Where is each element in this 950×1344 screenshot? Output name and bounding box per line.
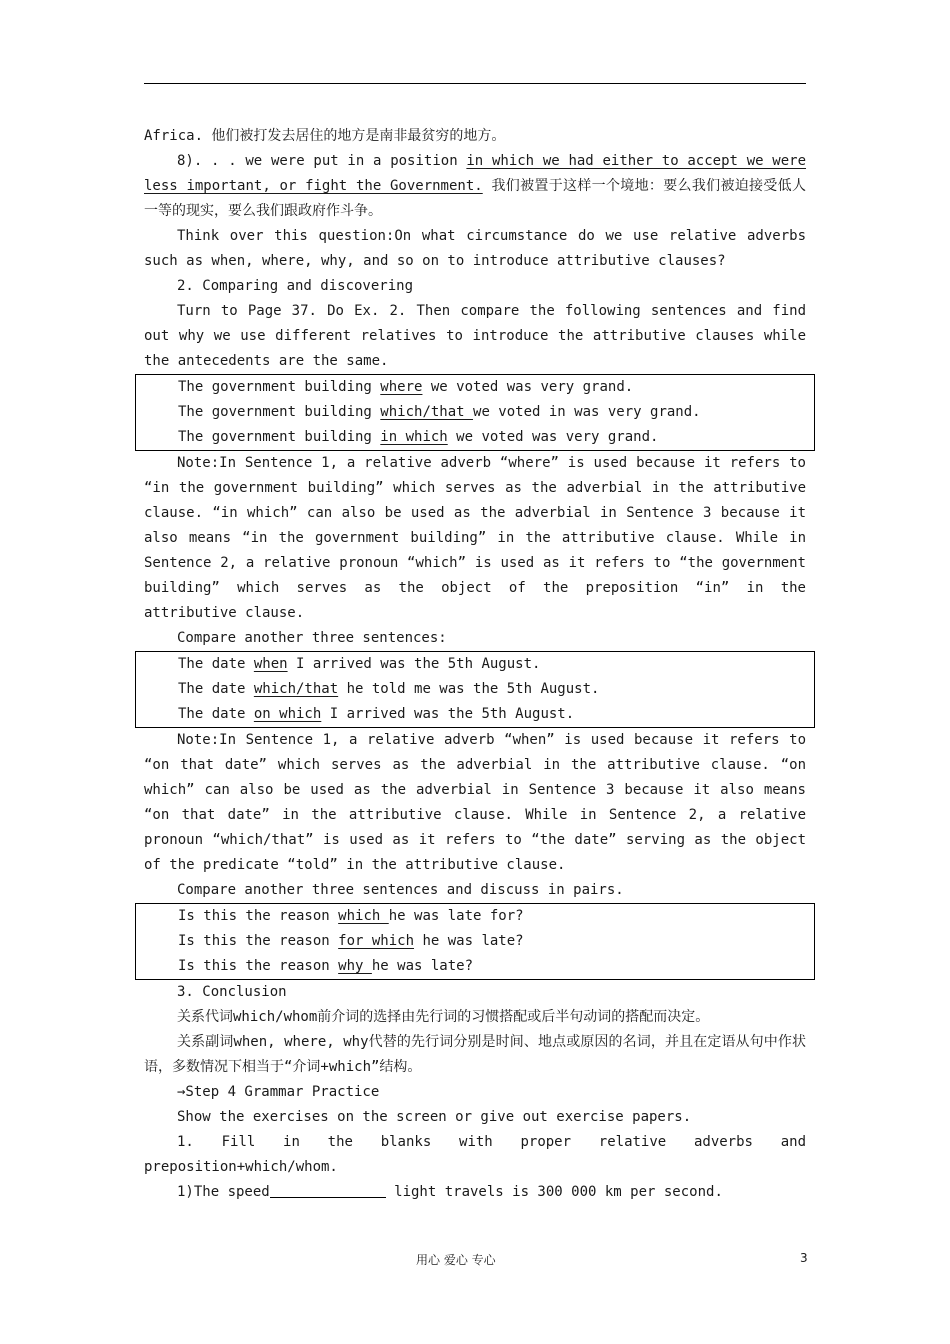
section-heading: 3. Conclusion (177, 984, 287, 1000)
paragraph: 关系副词when, where, why代替的先行词分别是时间、地点或原因的名词，并且在定语从句中作状语，多数情况下相当于“介词+which”结构。 (144, 1034, 806, 1075)
underlined-phrase: in which we had either to accept we were less important, or fight the Government. (144, 153, 807, 194)
example-sentence: The date which/that he told me was the 5th August. (178, 681, 600, 697)
example-sentence: The government building where we voted was very grand. (178, 379, 634, 395)
page-number: 3 (800, 1251, 808, 1265)
footer-text: 用心 爱心 专心 (416, 1253, 496, 1267)
example-sentence: The date on which I arrived was the 5th August. (178, 706, 575, 722)
paragraph: Turn to Page 37. Do Ex. 2. Then compare the following sentences and find out why we use different relatives to introduce the attributive clauses while the antecedents are the same. (144, 303, 806, 369)
example-sentence: Is this the reason which he was late for? (178, 908, 524, 924)
paragraph: Show the exercises on the screen or give out exercise papers. (177, 1109, 692, 1125)
paragraph: Compare another three sentences: (177, 630, 447, 646)
paragraph: Think over this question:On what circumstance do we use relative adverbs such as when, where, why, and so on to introduce attributive clauses? (144, 228, 806, 269)
example-sentence: The government building which/that we voted in was very grand. (178, 404, 701, 420)
example-sentence: Is this the reason for which he was late? (178, 933, 524, 949)
paragraph: Compare another three sentences and discuss in pairs. (177, 882, 624, 898)
header-rule (144, 83, 806, 84)
example-box (135, 651, 815, 728)
answer-blank[interactable] (270, 1182, 386, 1198)
example-sentence: The date when I arrived was the 5th August. (178, 656, 541, 672)
example-box (135, 374, 815, 451)
example-sentence: Is this the reason why he was late? (178, 958, 474, 974)
document-body (144, 124, 806, 1205)
section-heading: 2. Comparing and discovering (177, 278, 414, 294)
note-paragraph: Note:In Sentence 1, a relative adverb “where” is used because it refers to “in the government building” which serves as the adverbial in the attributive clause. “in which” can also be used as the adverbial in Sentence 3 because it also means “in the government building” in the attributive clause. While in Sentence 2, a relative pronoun “which” is used as it refers to “the government building” which serves as the object of the preposition “in” in the attributive clause. (144, 455, 806, 621)
example-sentence: The government building in which we voted was very grand. (178, 429, 659, 445)
exercise-instruction: 1. Fill in the blanks with proper relative adverbs and preposition+which/whom. (144, 1134, 806, 1175)
paragraph: Africa. 他们被打发去居住的地方是南非最贫穷的地方。 (144, 128, 506, 144)
step-heading: →Step 4 Grammar Practice (177, 1084, 380, 1100)
note-paragraph: Note:In Sentence 1, a relative adverb “when” is used because it refers to “on that date” which serves as the adverbial in the attributive clause. “on which” can also be used as the adverbial in Sentence 3 because it also means “on that date” in the attributive clause. While in Sentence 2, a relative pronoun “which/that” is used as it refers to “the date” serving as the object of the predicate “told” in the attributive clause. (144, 732, 806, 873)
paragraph: 关系代词which/whom前介词的选择由先行词的习惯搭配或后半句动词的搭配而决定。 (177, 1009, 710, 1025)
exercise-question: 1)The speed light travels is 300 000 km per second. (177, 1184, 723, 1200)
paragraph: 8). . . we were put in a position in which we had either to accept we were less important, or fight the Government. 我们被置于这样一个境地：要么我们被迫接受低人一等的现实，要么我们跟政府作斗争。 (144, 153, 807, 219)
example-box (135, 903, 815, 980)
